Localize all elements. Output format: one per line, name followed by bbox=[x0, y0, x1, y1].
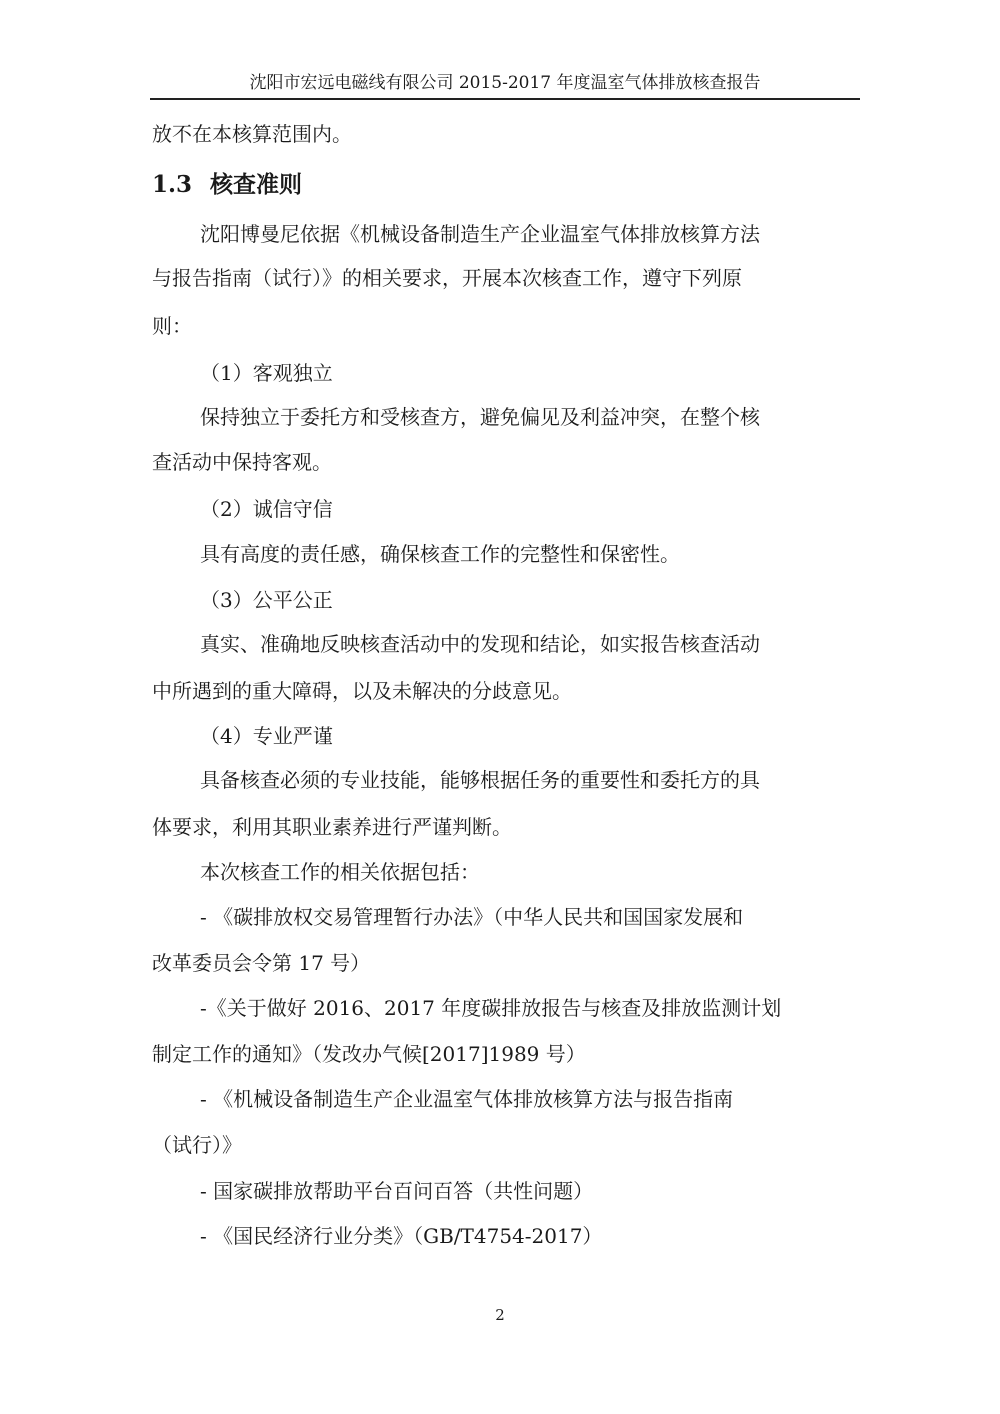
body-line: 具备核查必须的专业技能，能够根据任务的重要性和委托方的具 bbox=[200, 768, 760, 792]
reference-item: - 《碳排放权交易管理暂行办法》（中华人民共和国国家发展和 bbox=[200, 905, 744, 929]
reference-item: - 《国民经济行业分类》（GB/T4754-2017） bbox=[200, 1224, 603, 1248]
principle-heading: （4）专业严谨 bbox=[200, 724, 333, 748]
body-line: 本次核查工作的相关依据包括： bbox=[200, 860, 480, 884]
section-number: 1.3 bbox=[152, 171, 193, 198]
header-divider bbox=[150, 98, 860, 100]
reference-item: -《关于做好 2016、2017 年度碳排放报告与核查及排放监测计划 bbox=[200, 996, 782, 1020]
reference-item-continued: 改革委员会令第 17 号） bbox=[152, 951, 371, 975]
body-line: 则： bbox=[152, 314, 192, 338]
reference-item-continued: 制定工作的通知》（发改办气候[2017]1989 号） bbox=[152, 1042, 586, 1066]
page-number: 2 bbox=[495, 1306, 505, 1324]
body-line: 保持独立于委托方和受核查方，避免偏见及利益冲突，在整个核 bbox=[200, 405, 760, 429]
body-line: 放不在本核算范围内。 bbox=[152, 122, 352, 146]
body-line: 体要求，利用其职业素养进行严谨判断。 bbox=[152, 815, 512, 839]
reference-item: - 《机械设备制造生产企业温室气体排放核算方法与报告指南 bbox=[200, 1087, 734, 1111]
reference-item: - 国家碳排放帮助平台百问百答（共性问题） bbox=[200, 1179, 594, 1203]
body-line: 中所遇到的重大障碍，以及未解决的分歧意见。 bbox=[152, 679, 572, 703]
section-heading bbox=[152, 170, 302, 200]
body-line: 真实、准确地反映核查活动中的发现和结论，如实报告核查活动 bbox=[200, 632, 760, 656]
body-line: 具有高度的责任感，确保核查工作的完整性和保密性。 bbox=[200, 542, 680, 566]
running-header: 沈阳市宏远电磁线有限公司 2015-2017 年度温室气体排放核查报告 bbox=[249, 73, 761, 93]
section-title: 核查准则 bbox=[210, 171, 302, 198]
body-line: 与报告指南（试行）》的相关要求，开展本次核查工作，遵守下列原 bbox=[152, 266, 742, 290]
body-line: 沈阳博曼尼依据《机械设备制造生产企业温室气体排放核算方法 bbox=[200, 222, 760, 246]
principle-heading: （2）诚信守信 bbox=[200, 497, 333, 521]
body-line: 查活动中保持客观。 bbox=[152, 450, 332, 474]
reference-item-continued: （试行）》 bbox=[152, 1133, 242, 1157]
principle-heading: （3）公平公正 bbox=[200, 588, 333, 612]
principle-heading: （1）客观独立 bbox=[200, 361, 333, 385]
